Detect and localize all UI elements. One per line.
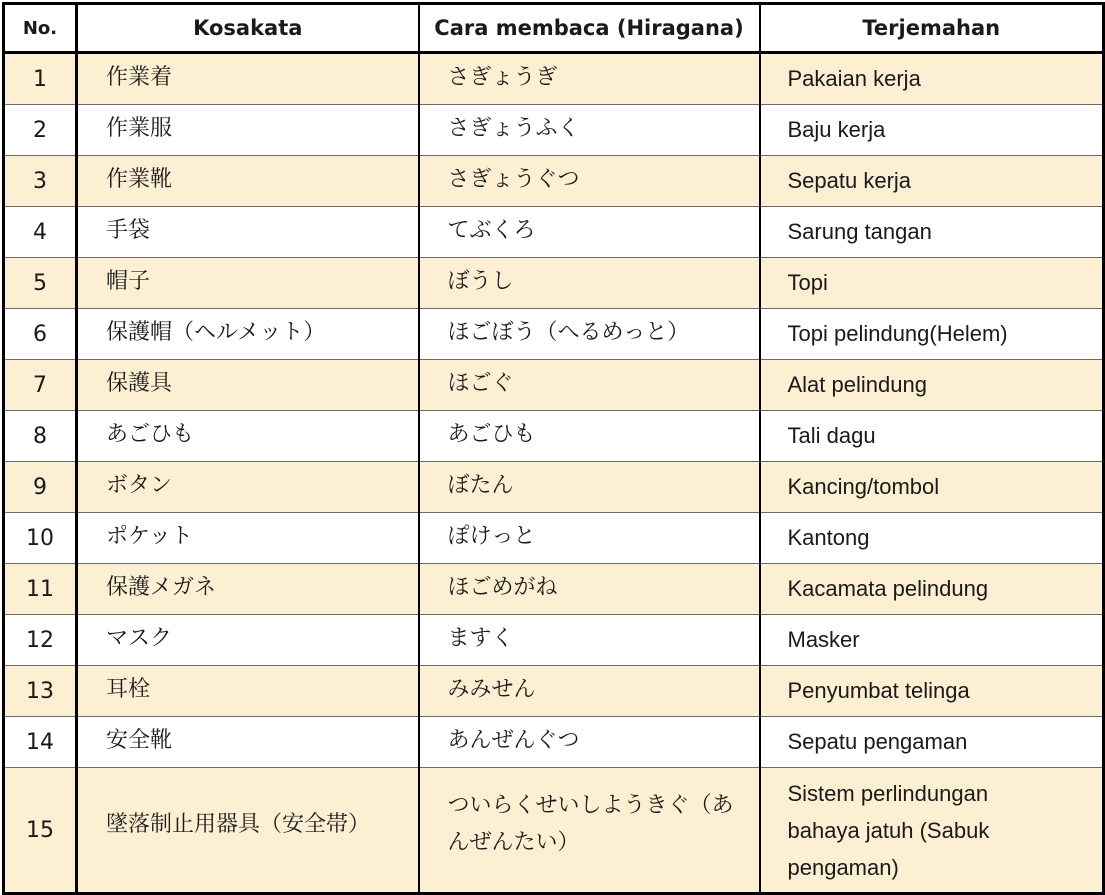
table-row [4, 207, 1104, 258]
table-row [4, 411, 1104, 462]
cell-kosakata: ポケット [77, 513, 419, 564]
cell-kosakata: 帽子 [77, 258, 419, 309]
table-row [4, 156, 1104, 207]
cell-no: 9 [4, 462, 77, 513]
cell-kosakata: 保護帽（ヘルメット） [77, 309, 419, 360]
cell-no: 7 [4, 360, 77, 411]
cell-hiragana: さぎょうぎ [419, 53, 760, 105]
cell-terjemahan: Sepatu kerja [760, 156, 1104, 207]
table-row [4, 105, 1104, 156]
table-row [4, 258, 1104, 309]
cell-hiragana: ほごぐ [419, 360, 760, 411]
table-row [4, 666, 1104, 717]
cell-terjemahan: Kancing/tombol [760, 462, 1104, 513]
cell-kosakata: 作業服 [77, 105, 419, 156]
cell-no: 4 [4, 207, 77, 258]
cell-terjemahan: Baju kerja [760, 105, 1104, 156]
table-row [4, 615, 1104, 666]
cell-hiragana: ぽけっと [419, 513, 760, 564]
cell-kosakata: 手袋 [77, 207, 419, 258]
cell-terjemahan: Sarung tangan [760, 207, 1104, 258]
cell-hiragana: ぼたん [419, 462, 760, 513]
cell-terjemahan: Sistem perlindungan bahaya jatuh (Sabuk pengaman) [760, 768, 1104, 894]
cell-no: 15 [4, 768, 77, 894]
header-terjemahan: Terjemahan [760, 4, 1104, 53]
cell-no: 13 [4, 666, 77, 717]
cell-terjemahan: Kacamata pelindung [760, 564, 1104, 615]
cell-no: 14 [4, 717, 77, 768]
cell-no: 12 [4, 615, 77, 666]
cell-no: 10 [4, 513, 77, 564]
cell-kosakata: 保護メガネ [77, 564, 419, 615]
cell-hiragana: ぼうし [419, 258, 760, 309]
cell-no: 6 [4, 309, 77, 360]
header-kosakata: Kosakata [77, 4, 419, 53]
table-row [4, 309, 1104, 360]
cell-kosakata: 耳栓 [77, 666, 419, 717]
cell-hiragana: ほごぼう（へるめっと） [419, 309, 760, 360]
cell-terjemahan: Topi [760, 258, 1104, 309]
cell-kosakata: 安全靴 [77, 717, 419, 768]
table-row [4, 564, 1104, 615]
table-header-row [4, 4, 1104, 53]
table-row [4, 717, 1104, 768]
cell-kosakata: 作業着 [77, 53, 419, 105]
cell-terjemahan: Tali dagu [760, 411, 1104, 462]
cell-hiragana: ますく [419, 615, 760, 666]
table-row [4, 360, 1104, 411]
cell-no: 1 [4, 53, 77, 105]
cell-kosakata: マスク [77, 615, 419, 666]
table-row [4, 513, 1104, 564]
cell-terjemahan: Pakaian kerja [760, 53, 1104, 105]
cell-no: 3 [4, 156, 77, 207]
table-row [4, 53, 1104, 105]
cell-hiragana: てぶくろ [419, 207, 760, 258]
cell-hiragana: さぎょうぐつ [419, 156, 760, 207]
cell-kosakata: 保護具 [77, 360, 419, 411]
cell-kosakata: あごひも [77, 411, 419, 462]
cell-kosakata: 作業靴 [77, 156, 419, 207]
cell-terjemahan: Topi pelindung(Helem) [760, 309, 1104, 360]
cell-terjemahan: Kantong [760, 513, 1104, 564]
header-no: No. [4, 4, 77, 53]
cell-hiragana: あんぜんぐつ [419, 717, 760, 768]
cell-terjemahan: Alat pelindung [760, 360, 1104, 411]
cell-hiragana: ついらくせいしようきぐ（あんぜんたい） [419, 768, 760, 894]
cell-hiragana: さぎょうふく [419, 105, 760, 156]
cell-terjemahan: Sepatu pengaman [760, 717, 1104, 768]
vocabulary-table [2, 2, 1105, 895]
cell-hiragana: ほごめがね [419, 564, 760, 615]
cell-no: 2 [4, 105, 77, 156]
cell-hiragana: あごひも [419, 411, 760, 462]
cell-terjemahan: Masker [760, 615, 1104, 666]
cell-hiragana: みみせん [419, 666, 760, 717]
cell-no: 11 [4, 564, 77, 615]
cell-terjemahan: Penyumbat telinga [760, 666, 1104, 717]
cell-no: 5 [4, 258, 77, 309]
cell-kosakata: ボタン [77, 462, 419, 513]
table-row [4, 768, 1104, 894]
cell-no: 8 [4, 411, 77, 462]
cell-kosakata: 墜落制止用器具（安全帯） [77, 768, 419, 894]
header-cara-membaca: Cara membaca (Hiragana) [419, 4, 760, 53]
table-row [4, 462, 1104, 513]
